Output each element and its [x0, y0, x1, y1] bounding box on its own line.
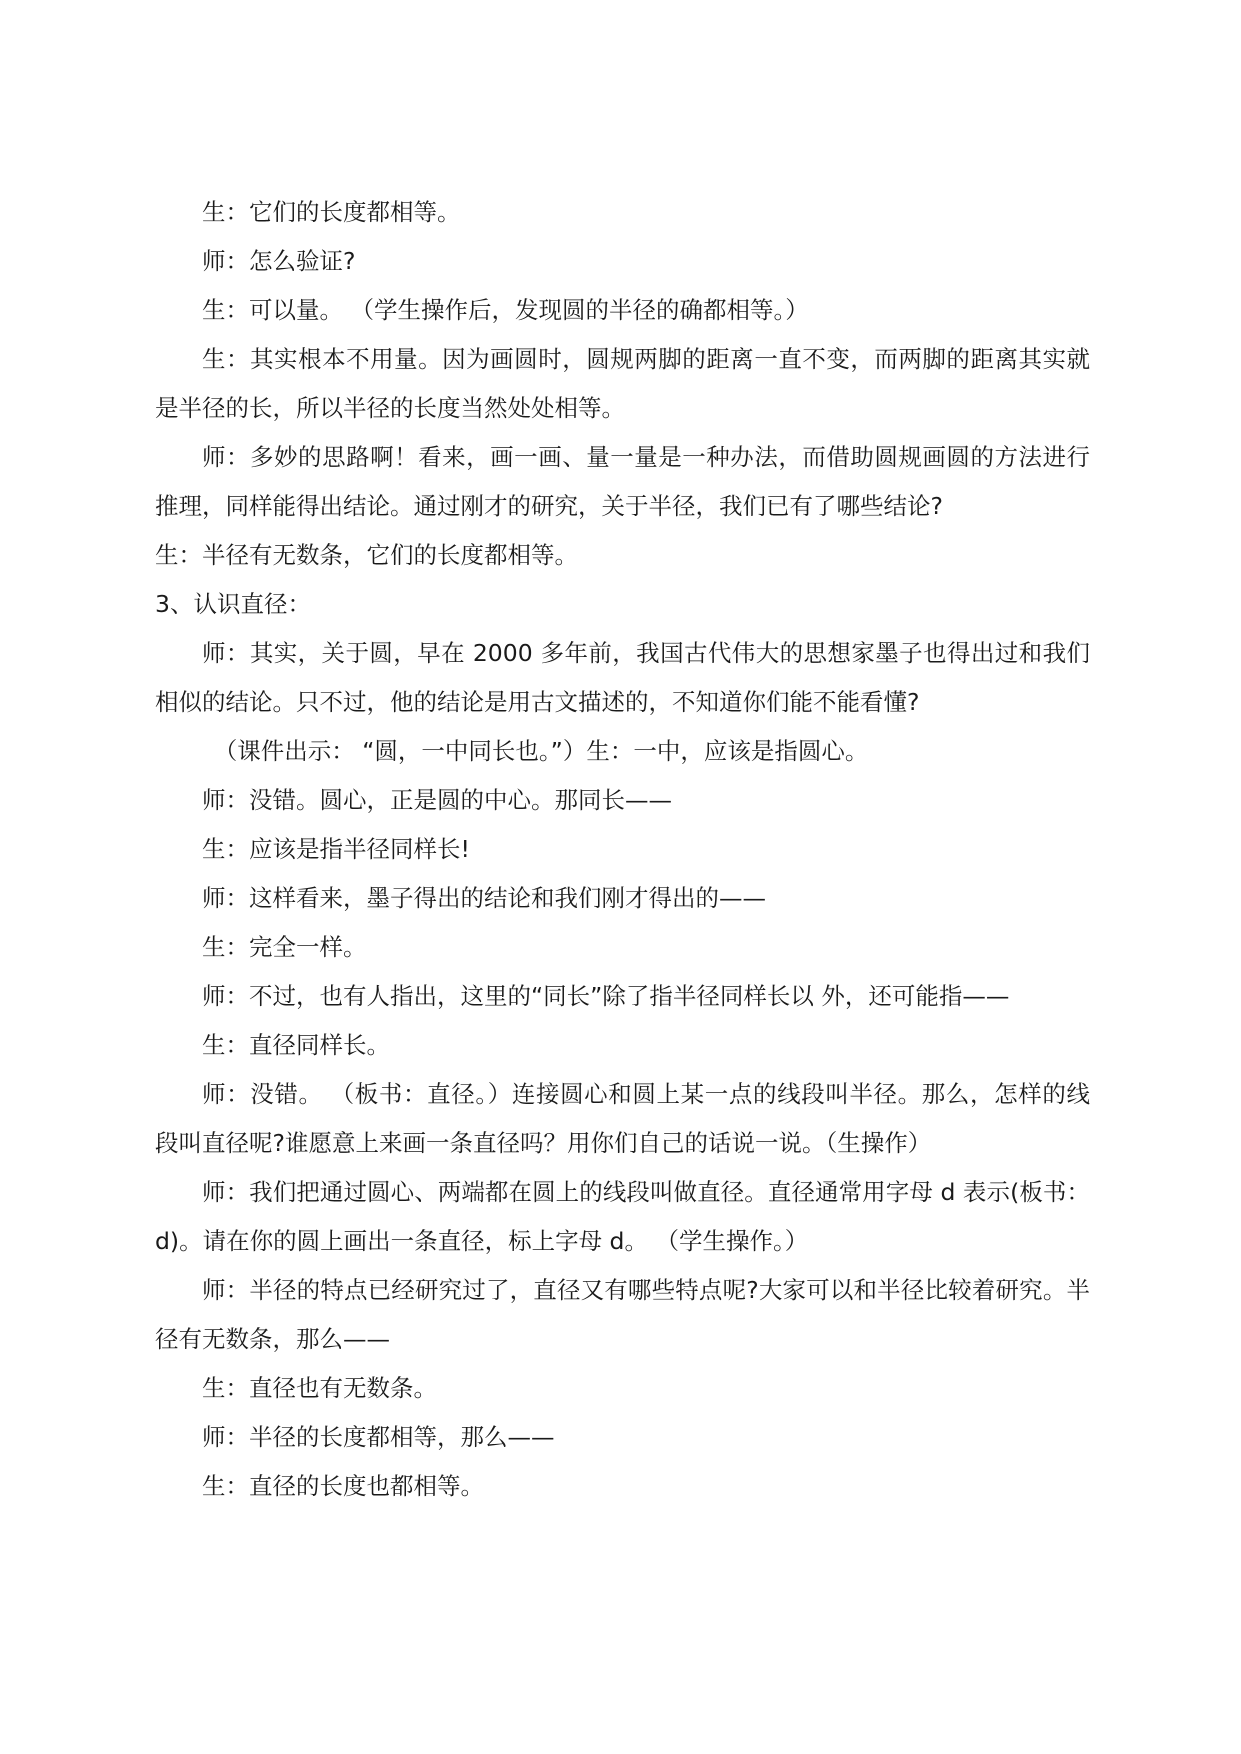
paragraph: 师：没错。 （板书：直径。）连接圆心和圆上某一点的线段叫半径。那么，怎样的线段叫直径呢?谁愿意上来画一条直径吗？用你们自己的话说一说。（生操作） — [155, 1080, 1090, 1157]
paragraph: 师：我们把通过圆心、两端都在圆上的线段叫做直径。直径通常用字母 d 表示(板书：d)。请在你的圆上画出一条直径，标上字母 d。 （学生操作。） — [155, 1178, 1090, 1255]
paragraph: 生：完全一样。 — [202, 933, 367, 961]
section-heading: 3、认识直径： — [155, 590, 311, 618]
paragraph: 生：应该是指半径同样长! — [202, 835, 470, 863]
paragraph: 生：直径的长度也都相等。 — [202, 1472, 484, 1500]
paragraph: 师：不过，也有人指出，这里的“同长”除了指半径同样长以 外，还可能指—— — [202, 982, 1010, 1010]
paragraph: 生：直径同样长。 — [202, 1031, 390, 1059]
paragraph: 师：怎么验证? — [202, 247, 356, 275]
paragraph: 师：半径的特点已经研究过了，直径又有哪些特点呢?大家可以和半径比较着研究。半径有无数条，那么—— — [155, 1276, 1090, 1353]
paragraph: 师：半径的长度都相等，那么—— — [202, 1423, 555, 1451]
paragraph: 生：其实根本不用量。因为画圆时，圆规两脚的距离一直不变，而两脚的距离其实就是半径的长，所以半径的长度当然处处相等。 — [155, 345, 1090, 422]
paragraph: 生：它们的长度都相等。 — [202, 198, 461, 226]
paragraph: 师：这样看来，墨子得出的结论和我们刚才得出的—— — [202, 884, 766, 912]
paragraph: 生：可以量。 （学生操作后，发现圆的半径的确都相等。） — [202, 296, 809, 324]
document-body — [155, 188, 1090, 1511]
paragraph: 生：直径也有无数条。 — [202, 1374, 437, 1402]
paragraph: 师：没错。圆心，正是圆的中心。那同长—— — [202, 786, 672, 814]
paragraph: （课件出示： “圆，一中同长也。”）生：一中，应该是指圆心。 — [213, 737, 869, 765]
paragraph: 师：其实，关于圆，早在 2000 多年前，我国古代伟大的思想家墨子也得出过和我们相似的结论。只不过，他的结论是用古文描述的，不知道你们能不能看懂? — [155, 639, 1090, 716]
paragraph: 师：多妙的思路啊！看来，画一画、量一量是一种办法，而借助圆规画圆的方法进行推理，同样能得出结论。通过刚才的研究，关于半径，我们已有了哪些结论? — [155, 443, 1090, 520]
paragraph: 生：半径有无数条，它们的长度都相等。 — [155, 541, 578, 569]
